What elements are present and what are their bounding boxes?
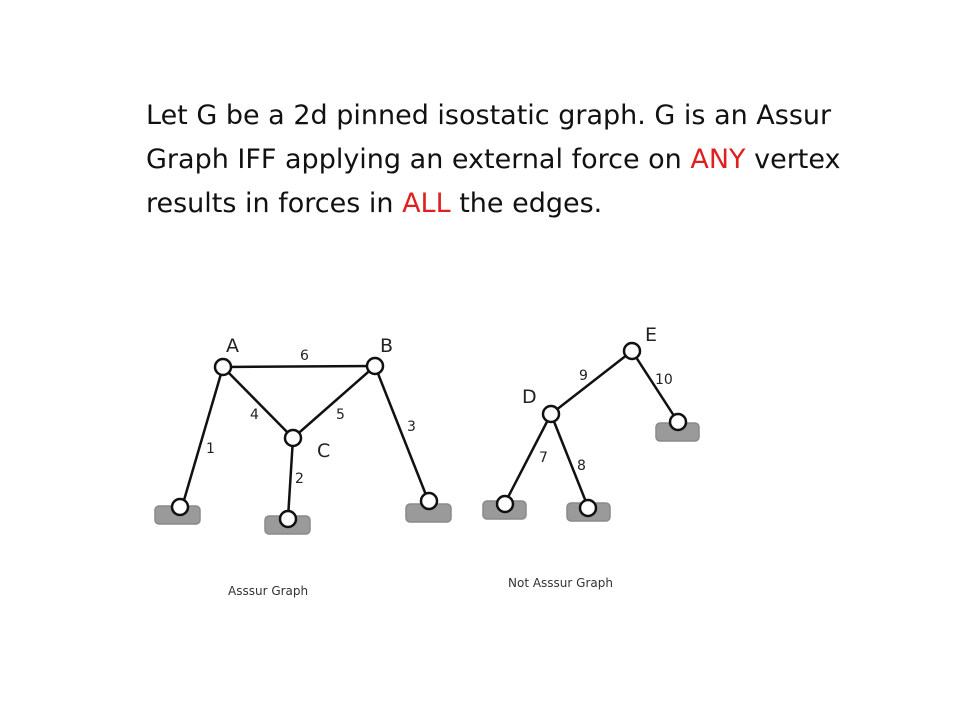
vertex-label-e: E — [645, 324, 658, 346]
vertex-c — [285, 430, 301, 446]
edge-6 — [223, 366, 375, 367]
pinned-vertex-5 — [580, 500, 596, 516]
edge-label-6: 6 — [300, 348, 309, 364]
vertex-b — [367, 358, 383, 374]
edge-5 — [293, 366, 375, 438]
highlight-all: ALL — [402, 188, 451, 219]
pinned-vertex-2 — [280, 511, 296, 527]
edge-label-2: 2 — [295, 471, 304, 487]
edge-label-1: 1 — [206, 441, 215, 457]
edge-9 — [551, 351, 632, 414]
edge-2 — [288, 438, 293, 518]
statement-part-1: Let G be a 2d pinned isostatic graph. G is an Assur Graph IFF applying an external force on — [146, 100, 832, 175]
pinned-vertex-1 — [172, 499, 188, 515]
vertex-d — [543, 406, 559, 422]
statement-part-2: vertex results in forces in — [146, 144, 841, 219]
edge-label-3: 3 — [407, 419, 416, 435]
highlight-any: ANY — [690, 144, 746, 175]
statement-part-3: the edges. — [450, 188, 603, 219]
assur-graph — [155, 335, 451, 598]
pinned-vertex-6 — [670, 414, 686, 430]
edge-label-5: 5 — [336, 407, 345, 423]
edge-label-4: 4 — [250, 407, 259, 423]
edge-1 — [182, 367, 223, 507]
edge-3 — [375, 366, 428, 500]
edge-label-9: 9 — [579, 368, 588, 384]
edge-label-7: 7 — [539, 450, 548, 466]
vertex-label-d: D — [522, 386, 537, 408]
vertex-label-b: B — [380, 335, 394, 357]
not-assur-graph — [483, 324, 699, 590]
vertex-e — [624, 343, 640, 359]
edge-label-10: 10 — [655, 372, 673, 388]
vertex-label-c: C — [317, 440, 331, 462]
pinned-vertex-3 — [421, 493, 437, 509]
caption-not-assur-graph: Not Asssur Graph — [508, 576, 613, 590]
vertex-label-a: A — [226, 335, 239, 357]
vertex-a — [215, 359, 231, 375]
pinned-vertex-4 — [497, 496, 513, 512]
edge-label-8: 8 — [577, 458, 586, 474]
caption-assur-graph: Asssur Graph — [228, 584, 309, 598]
edge-4 — [223, 367, 293, 438]
